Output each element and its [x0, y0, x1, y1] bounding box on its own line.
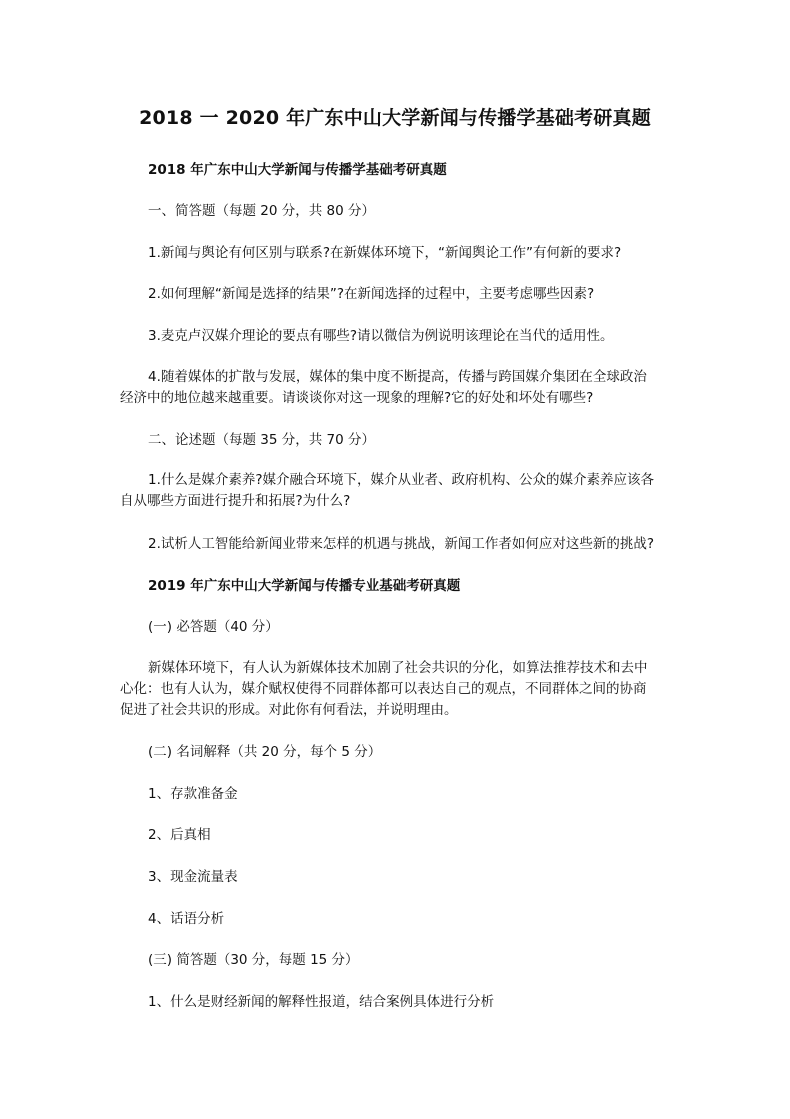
essay-2018-1-line2: 自从哪些方面进行提升和拓展?为什么?	[120, 493, 351, 509]
document-title: 2018 一 2020 年广东中山大学新闻与传播学基础考研真题	[139, 107, 651, 129]
essay-2019-line3: 促进了社会共识的形成。对此你有何看法，并说明理由。	[120, 702, 458, 718]
term-3: 3、现金流量表	[148, 869, 238, 885]
question-2018-1: 1.新闻与舆论有何区别与联系?在新媒体环境下，“新闻舆论工作”有何新的要求?	[148, 245, 622, 261]
essay-2019-line2: 心化：也有人认为，媒介赋权使得不同群体都可以表达自己的观点，不同群体之间的协商	[120, 681, 647, 697]
question-2018-4	[120, 367, 647, 409]
term-1: 1、存款准备金	[148, 786, 238, 802]
section-2018-part1-heading: 一、简答题（每题 20 分，共 80 分）	[148, 203, 376, 219]
question-2018-3: 3.麦克卢汉媒介理论的要点有哪些?请以微信为例说明该理论在当代的适用性。	[148, 328, 614, 344]
term-4: 4、话语分析	[148, 911, 225, 927]
essay-2019	[120, 658, 648, 721]
essay-2018-1	[120, 470, 654, 512]
section-2019-heading: 2019 年广东中山大学新闻与传播专业基础考研真题	[148, 578, 461, 594]
essay-2018-2: 2.试析人工智能给新闻业带来怎样的机遇与挑战，新闻工作者如何应对这些新的挑战?	[148, 536, 655, 552]
question-2018-4-line2: 经济中的地位越来越重要。请谈谈你对这一现象的理解?它的好处和坏处有哪些?	[120, 390, 594, 406]
section-2019-part1-heading: (一) 必答题（40 分）	[148, 619, 279, 635]
term-2: 2、后真相	[148, 827, 211, 843]
question-2018-4-line1: 4.随着媒体的扩散与发展，媒体的集中度不断提高，传播与跨国媒介集团在全球政治	[148, 369, 647, 385]
short-answer-2019-1: 1、什么是财经新闻的解释性报道，结合案例具体进行分析	[148, 994, 495, 1010]
section-2018-heading: 2018 年广东中山大学新闻与传播学基础考研真题	[148, 162, 447, 178]
essay-2019-line1: 新媒体环境下，有人认为新媒体技术加剧了社会共识的分化，如算法推荐技术和去中	[148, 660, 648, 676]
section-2019-part2-heading: (二) 名词解释（共 20 分，每个 5 分）	[148, 744, 382, 760]
essay-2018-1-line1: 1.什么是媒介素养?媒介融合环境下，媒介从业者、政府机构、公众的媒介素养应该各	[148, 472, 655, 488]
section-2019-part3-heading: (三) 简答题（30 分，每题 15 分）	[148, 952, 359, 968]
section-2018-part2-heading: 二、论述题（每题 35 分，共 70 分）	[148, 432, 376, 448]
question-2018-2: 2.如何理解“新闻是选择的结果”?在新闻选择的过程中，主要考虑哪些因素?	[148, 286, 595, 302]
